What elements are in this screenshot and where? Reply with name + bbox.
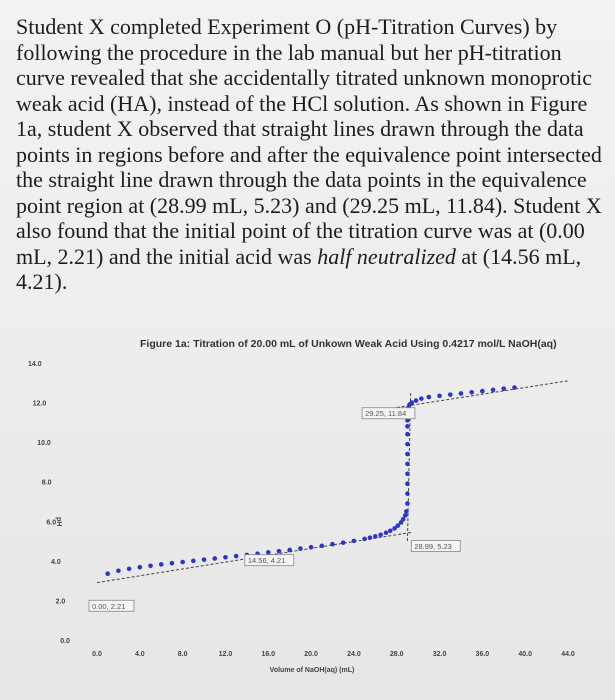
data-point xyxy=(401,517,406,522)
data-point xyxy=(287,548,292,553)
data-point xyxy=(409,400,414,405)
y-tick-labels xyxy=(28,361,70,645)
annotation xyxy=(362,408,415,419)
fit-line xyxy=(397,381,568,408)
data-point xyxy=(148,564,153,569)
x-tick-label: 36.0 xyxy=(475,651,490,658)
data-point xyxy=(405,481,410,486)
annotation xyxy=(411,541,460,552)
data-point xyxy=(405,424,410,429)
x-tick-label: 32.0 xyxy=(432,651,447,658)
data-point xyxy=(352,539,357,544)
data-point xyxy=(384,530,389,535)
data-point xyxy=(405,501,410,506)
data-point xyxy=(403,513,408,518)
data-point xyxy=(234,554,239,559)
data-point xyxy=(330,542,335,547)
x-tick-labels xyxy=(92,651,575,658)
data-point xyxy=(202,557,207,562)
annotation xyxy=(245,555,294,566)
data-point xyxy=(373,534,378,539)
data-point xyxy=(223,555,228,560)
x-tick-label: 24.0 xyxy=(347,651,361,658)
data-point xyxy=(309,545,314,550)
y-tick-label: 0.0 xyxy=(60,638,70,645)
data-point xyxy=(319,544,324,549)
data-point xyxy=(448,392,453,397)
data-point xyxy=(437,394,442,399)
data-point xyxy=(480,389,485,394)
x-tick-label: 4.0 xyxy=(134,651,145,658)
data-point xyxy=(405,432,410,437)
data-point xyxy=(191,559,196,564)
annotations xyxy=(89,408,460,612)
data-point xyxy=(180,560,185,565)
annotation-label: 0.00, 2.21 xyxy=(92,601,126,611)
data-point xyxy=(127,566,132,571)
problem-text-part2: at (14.56 mL, 4.21). xyxy=(16,243,582,294)
chart-title: Figure 1a: Titration of 20.00 mL of Unkown Weak Acid Using 0.4217 mol/L NaOH(aq) xyxy=(140,338,557,350)
data-point xyxy=(512,385,517,390)
data-point xyxy=(266,550,271,555)
data-point xyxy=(170,561,175,566)
annotation-label: 29.25, 11.84 xyxy=(365,409,407,419)
y-tick-label: 8.0 xyxy=(41,479,52,487)
y-tick-label: 4.0 xyxy=(51,558,61,566)
x-tick-label: 28.0 xyxy=(389,651,404,658)
data-point xyxy=(159,562,164,567)
fit-lines xyxy=(97,381,568,583)
data-point xyxy=(138,565,143,570)
data-point xyxy=(404,509,409,514)
y-tick-label: 14.0 xyxy=(28,361,42,368)
data-point xyxy=(368,535,373,540)
x-tick-label: 8.0 xyxy=(177,651,188,658)
data-point xyxy=(405,442,410,447)
problem-text-italic: half neutralized xyxy=(317,243,456,269)
data-point xyxy=(298,546,303,551)
x-axis-label: Volume of NaOH(aq) (mL) xyxy=(269,667,355,674)
x-tick-label: 0.0 xyxy=(92,651,102,658)
data-point xyxy=(459,391,464,396)
x-tick-label: 44.0 xyxy=(561,651,575,658)
data-point xyxy=(341,540,346,545)
x-tick-label: 20.0 xyxy=(304,651,318,658)
data-point xyxy=(405,462,410,467)
data-point xyxy=(362,537,367,542)
annotation xyxy=(89,600,134,611)
data-point xyxy=(277,549,282,554)
data-point xyxy=(414,398,419,403)
data-point xyxy=(212,556,217,561)
data-point xyxy=(405,491,410,496)
y-tick-label: 10.0 xyxy=(37,440,51,448)
y-tick-label: 2.0 xyxy=(55,598,66,606)
data-point xyxy=(419,396,424,401)
data-point xyxy=(405,472,410,477)
annotation-label: 14.56, 4.21 xyxy=(247,556,286,566)
data-point xyxy=(405,452,410,457)
data-point xyxy=(378,532,383,537)
data-point xyxy=(491,388,496,393)
y-tick-label: 12.0 xyxy=(32,400,47,408)
data-point xyxy=(388,528,393,533)
x-tick-label: 16.0 xyxy=(261,651,276,658)
x-tick-label: 40.0 xyxy=(518,651,532,658)
data-point xyxy=(469,390,474,395)
y-tick-label: 6.0 xyxy=(46,519,57,527)
x-tick-label: 12.0 xyxy=(218,651,233,658)
problem-text-part1: Student X completed Experiment O (pH-Titration Curves) by following the procedure in the lab manual but her pH-titration curve revealed that she accidentally titrated unknown monoprotic weak acid (HA), instead of the HCl solution. As shown in Figure 1a, student X observed that straight lines drawn through the data points in regions before and after the equivalence point intersected the straight line drawn through the data points in the equivalence point region at (28.99 mL, 5.23) and (29.25 mL, 11.84). Student X also found that the initial point of the titration curve was at (0.00 mL, 2.21) and the initial acid was xyxy=(16,14,602,269)
annotation-label: 28.99, 5.23 xyxy=(414,542,452,552)
data-point xyxy=(501,386,506,391)
data-point xyxy=(105,571,110,576)
data-point xyxy=(116,568,121,573)
data-point xyxy=(427,395,432,400)
y-axis-label: pH xyxy=(55,517,62,527)
